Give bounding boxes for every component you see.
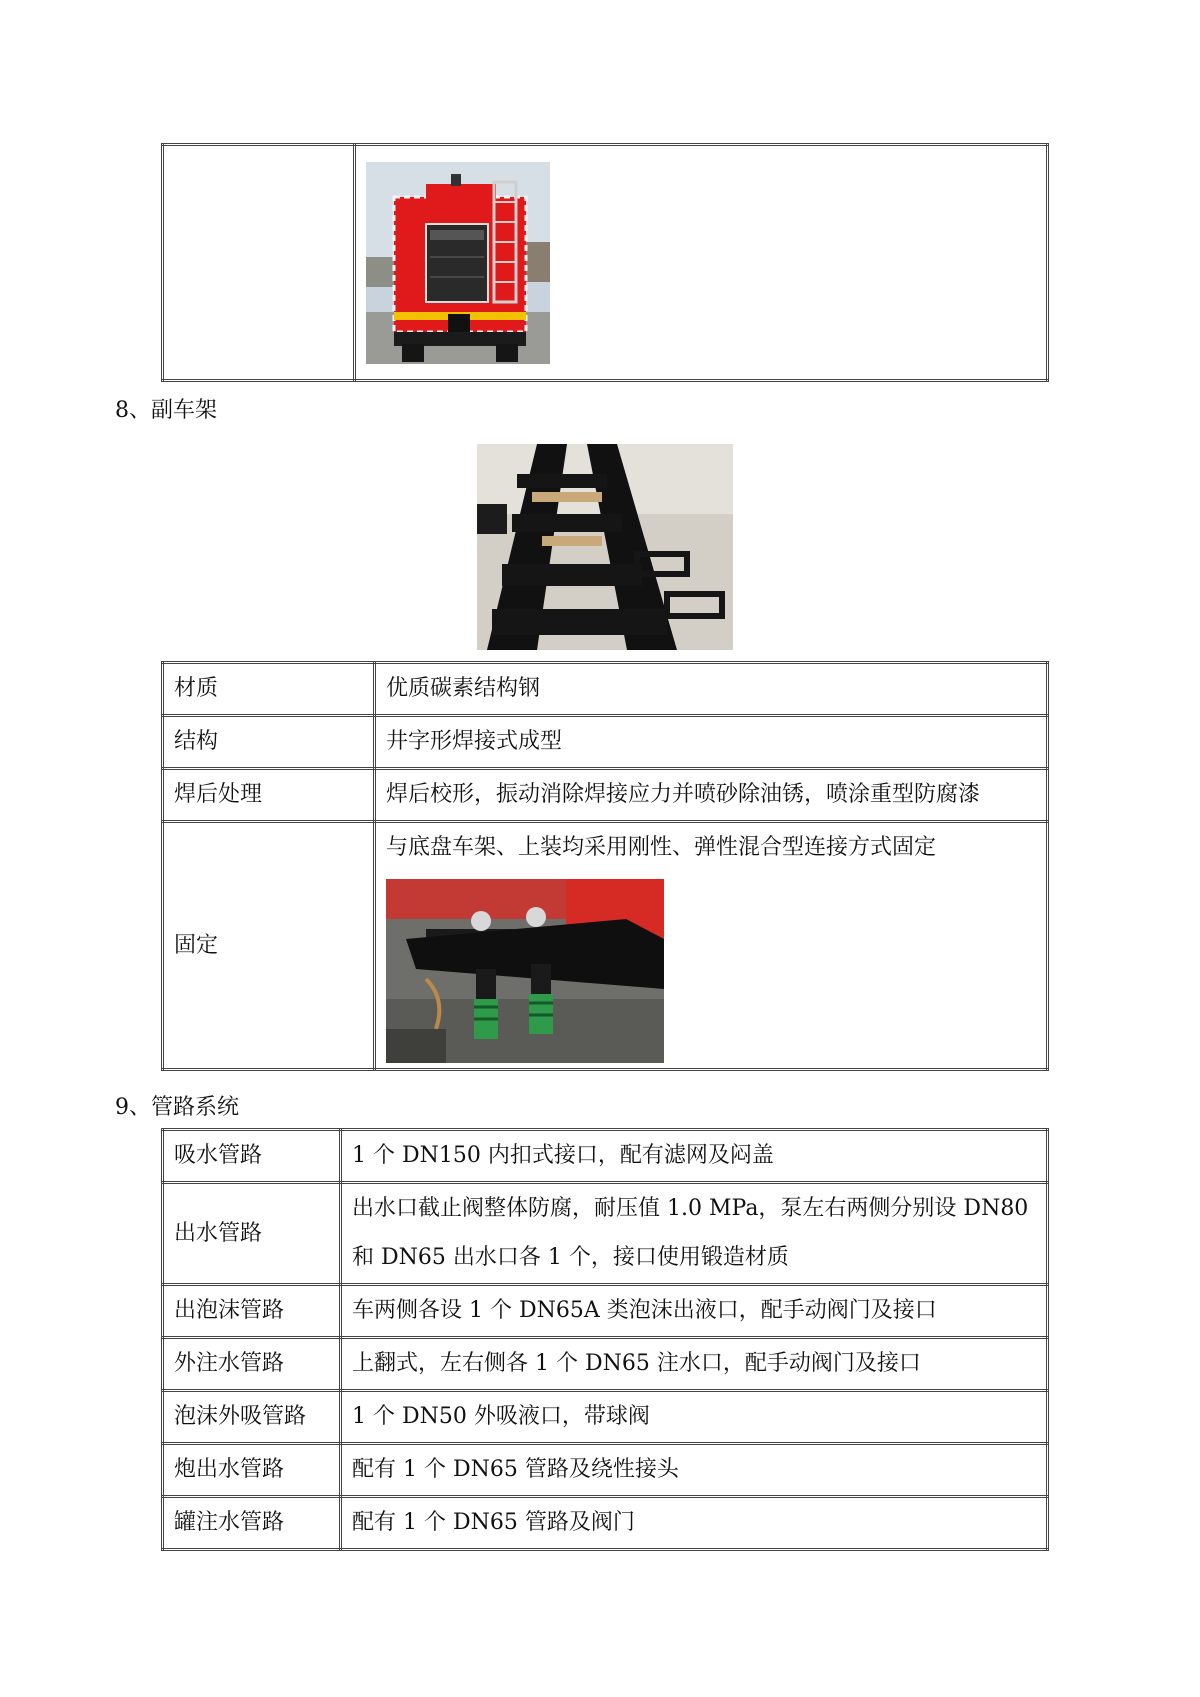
row-label: 外注水管路 <box>163 1338 341 1391</box>
row-label: 炮出水管路 <box>163 1444 341 1497</box>
row-value: 与底盘车架、上装均采用刚性、弹性混合型连接方式固定 <box>386 835 937 860</box>
row-label: 焊后处理 <box>163 769 375 822</box>
row-label: 罐注水管路 <box>163 1497 341 1550</box>
row-value-cell <box>375 822 1048 1070</box>
row-value: 车两侧各设 1 个 DN65A 类泡沫出液口，配手动阀门及接口 <box>341 1285 1048 1338</box>
row-label: 材质 <box>163 663 375 716</box>
table-row <box>163 1130 1048 1183</box>
fire-truck-rear-photo <box>366 162 550 364</box>
row-label: 吸水管路 <box>163 1130 341 1183</box>
section-8-heading: 8、副车架 <box>115 398 217 423</box>
subframe-photo <box>477 444 733 650</box>
table-row <box>163 1391 1048 1444</box>
row-label: 结构 <box>163 716 375 769</box>
row-label: 泡沫外吸管路 <box>163 1391 341 1444</box>
table-row <box>163 716 1048 769</box>
row-value: 出水口截止阀整体防腐，耐压值 1.0 MPa，泵左右两侧分别设 DN80 <box>352 1196 1029 1222</box>
row-value: 配有 1 个 DN65 管路及绕性接头 <box>341 1444 1048 1497</box>
row-value: 焊后校形，振动消除焊接应力并喷砂除油锈，喷涂重型防腐漆 <box>375 769 1048 822</box>
row-value: 1 个 DN50 外吸液口，带球阀 <box>341 1391 1048 1444</box>
table-row <box>163 822 1048 1070</box>
row-label: 固定 <box>163 822 375 1070</box>
top-table-image-cell <box>355 145 1048 381</box>
top-table-label-cell <box>163 145 355 381</box>
row-value: 1 个 DN150 内扣式接口，配有滤网及闷盖 <box>341 1130 1048 1183</box>
row-value: 优质碳素结构钢 <box>375 663 1048 716</box>
table-row <box>163 769 1048 822</box>
row-value-cell <box>341 1183 1048 1285</box>
row-label: 出水管路 <box>163 1183 341 1285</box>
row-value: 配有 1 个 DN65 管路及阀门 <box>341 1497 1048 1550</box>
table-row <box>163 1497 1048 1550</box>
section-9-heading: 9、管路系统 <box>115 1095 239 1120</box>
mounting-photo <box>386 879 664 1063</box>
table-row <box>163 663 1048 716</box>
piping-table <box>161 1128 1049 1551</box>
table-row <box>163 1444 1048 1497</box>
row-value-continued: 和 DN65 出水口各 1 个，接口使用锻造材质 <box>352 1244 789 1270</box>
row-label: 出泡沫管路 <box>163 1285 341 1338</box>
subframe-table <box>161 661 1049 1071</box>
table-row <box>163 1285 1048 1338</box>
table-row <box>163 1338 1048 1391</box>
row-value: 井字形焊接式成型 <box>375 716 1048 769</box>
row-value: 上翻式，左右侧各 1 个 DN65 注水口，配手动阀门及接口 <box>341 1338 1048 1391</box>
top-table <box>161 143 1049 382</box>
table-row <box>163 1183 1048 1285</box>
